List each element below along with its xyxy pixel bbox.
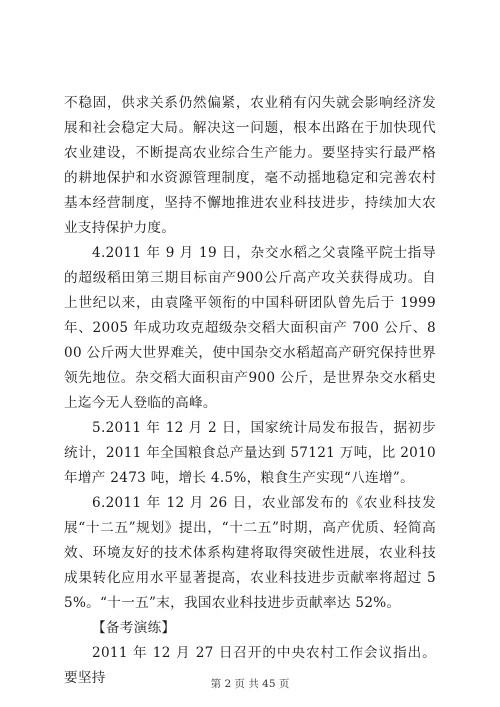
paragraph-2: 4.2011 年 9 月 19 日，杂交水稻之父袁隆平院士指导的超级稻田第三期目标亩产900公斤高产攻关获得成功。自上世纪以来，由袁隆平领衔的中国科研团队曾先后于 1999 年、2005 年成功攻克超级杂交稻大面积亩产 700 公斤、800 公斤两大世界难关，使中国杂交水稻超高产研究保持世界领先地位。杂交稻大面积亩产900 公斤，是世界杂交水稻史上迄今无人登临的高峰。 (64, 245, 436, 411)
closing-paragraph: 2011 年 12 月 27 日召开的中央农村工作会议指出。要坚持 (64, 645, 436, 686)
paragraph-4: 6.2011 年 12 月 26 日，农业部发布的《农业科技发展“十二五”规划》提出，“十二五”时期，高产优质、轻简高效、环境友好的技术体系构建将取得突破性进展，农业科技成果转化应用水平显著提高，农业科技进步贡献率将超过 55%。“十一五”末，我国农业科技进步贡献率达 52%。 (64, 495, 436, 611)
section-heading: 【备考演练】 (92, 620, 176, 636)
document-body (64, 91, 436, 691)
page-footer: 第 2 页 共 45 页 (210, 678, 290, 690)
paragraph-1: 不稳固，供求关系仍然偏紧，农业稍有闪失就会影响经济发展和社会稳定大局。解决这一问题，根本出路在于加快现代农业建设，不断提高农业综合生产能力。要坚持实行最严格的耕地保护和水资源管理制度，毫不动摇地稳定和完善农村基本经营制度，坚持不懈地推进农业科技进步，持续加大农业支持保护力度。 (64, 95, 436, 236)
paragraph-3: 5.2011 年 12 月 2 日，国家统计局发布报告，据初步统计，2011 年全国粮食总产量达到 57121 万吨，比 2010 年增产 2473 吨，增长 4.5%，粮食生产实现“八连增”。 (64, 420, 436, 486)
